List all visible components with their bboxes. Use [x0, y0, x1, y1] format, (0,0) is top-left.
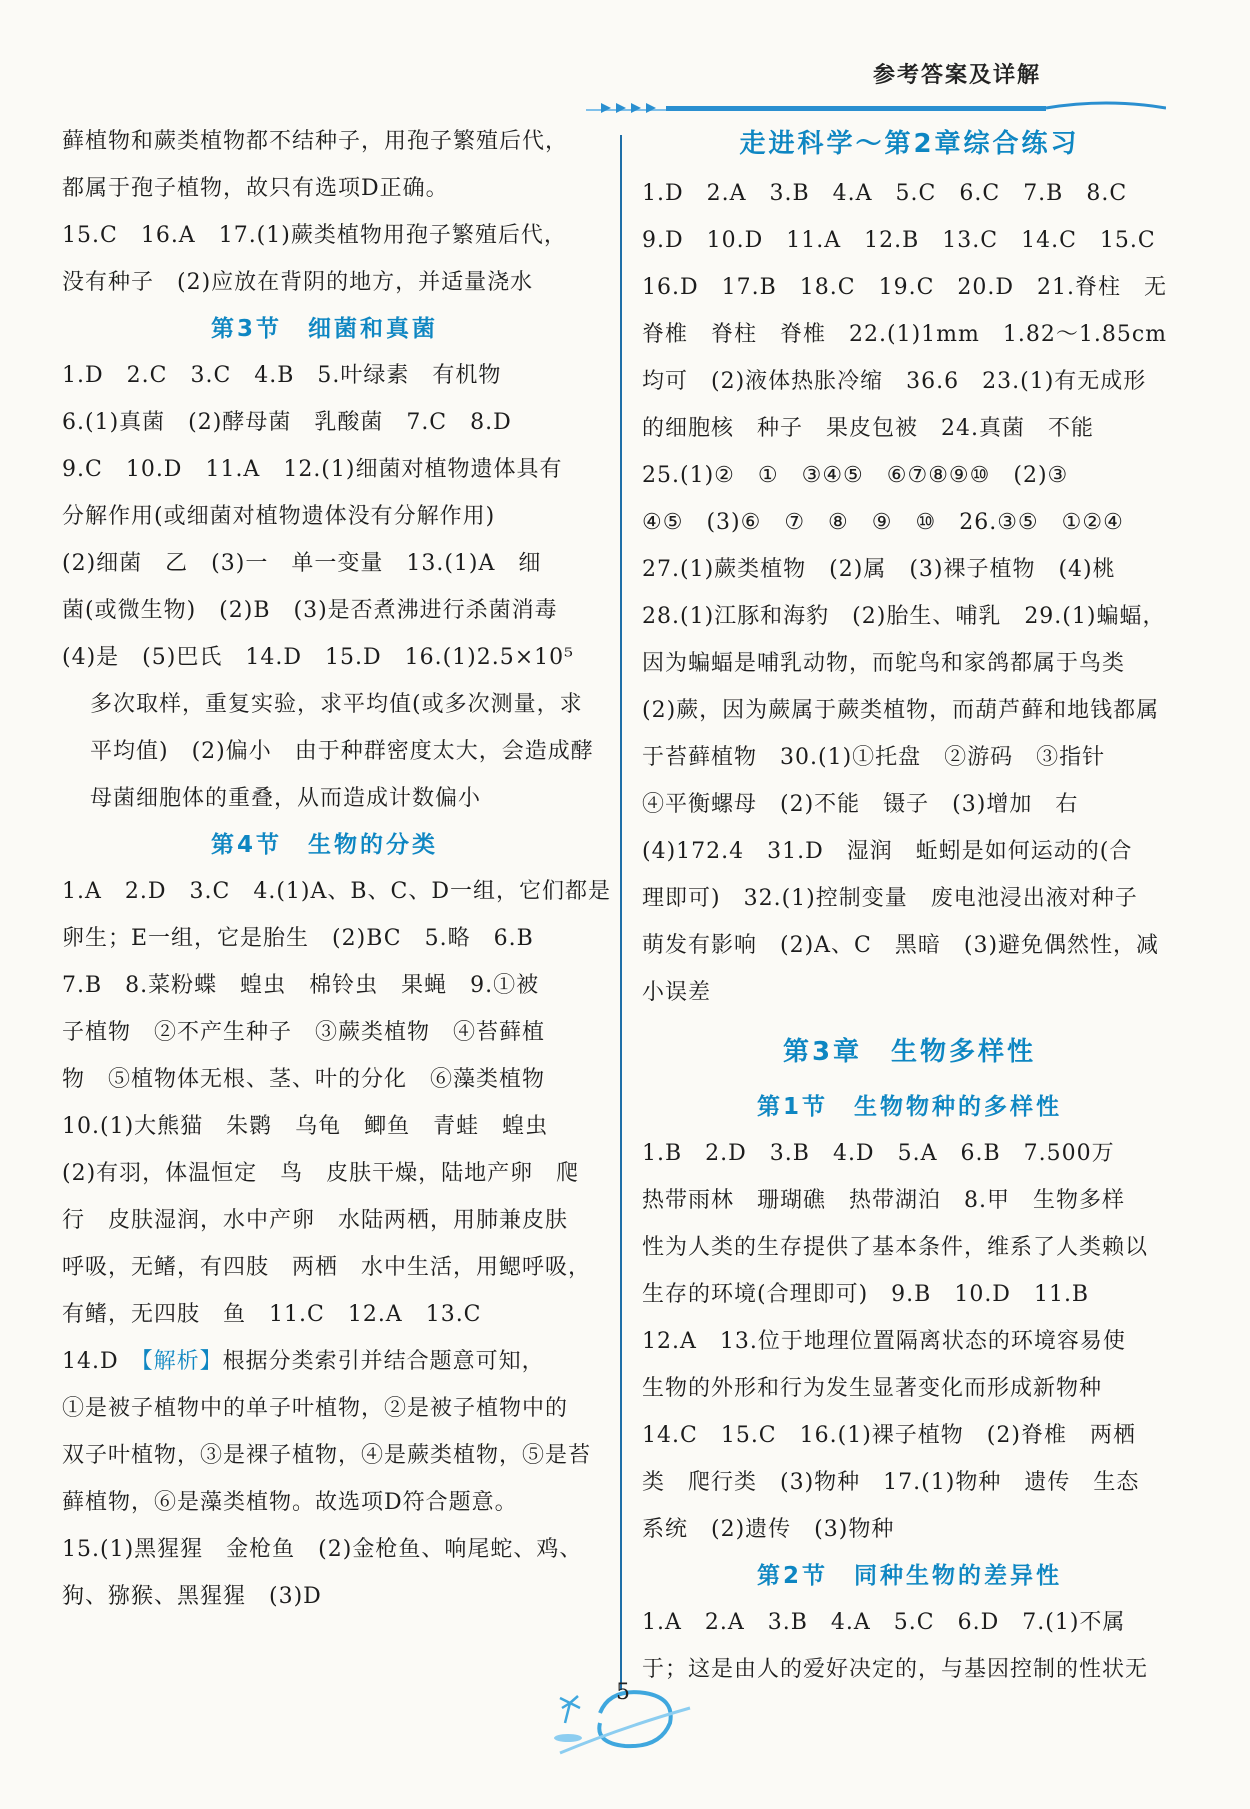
answer-line: 14.C 15.C 16.(1)裸子植物 (2)脊椎 两栖: [642, 1423, 1136, 1448]
answer-line: 25.(1)② ① ③④⑤ ⑥⑦⑧⑨⑩ (2)③: [642, 463, 1069, 488]
answer-line: 分解作用(或细菌对植物遗体没有分解作用): [62, 504, 496, 529]
answer-line: 1.A 2.D 3.C 4.(1)A、B、C、D一组，它们都是: [62, 879, 612, 904]
answer-line: (4)是 (5)巴氏 14.D 15.D 16.(1)2.5×10⁵: [62, 645, 574, 670]
section-heading-intraspecies-variation: 第2节 同种生物的差异性: [756, 1563, 1062, 1589]
right-column: [642, 118, 1177, 1693]
answer-line: 1.A 2.A 3.B 4.A 5.C 6.D 7.(1)不属: [642, 1610, 1126, 1635]
answer-line: (4)172.4 31.D 湿润 蚯蚓是如何运动的(合: [642, 839, 1133, 864]
answer-line: 7.B 8.菜粉蝶 蝗虫 棉铃虫 果蝇 9.①被: [62, 973, 540, 998]
answer-line: 脊椎 脊柱 脊椎 22.(1)1mm 1.82～1.85cm: [642, 322, 1168, 347]
answer-line: 性为人类的生存提供了基本条件，维系了人类赖以: [642, 1235, 1149, 1260]
analysis-tag: 【解析】: [141, 1349, 223, 1374]
column-divider: [620, 135, 622, 1690]
answer-line: 生存的环境(合理即可) 9.B 10.D 11.B: [642, 1282, 1090, 1307]
answer-line: 双子叶植物，③是裸子植物，④是蕨类植物，⑤是苔: [62, 1443, 592, 1468]
answer-line: 有鳍，无四肢 鱼 11.C 12.A 13.C: [62, 1302, 482, 1327]
answer-line: 菌(或微生物) (2)B (3)是否煮沸进行杀菌消毒: [62, 598, 558, 623]
section-heading-species-diversity: 第1节 生物物种的多样性: [756, 1094, 1062, 1120]
answer-line: 母菌细胞体的重叠，从而造成计数偏小: [90, 786, 482, 811]
answer-line: 热带雨林 珊瑚礁 热带湖泊 8.甲 生物多样: [642, 1188, 1125, 1213]
answer-line: 系统 (2)遗传 (3)物种: [642, 1517, 895, 1542]
section-heading-classification: 第4节 生物的分类: [210, 832, 438, 858]
answer-line: 1.D 2.A 3.B 4.A 5.C 6.C 7.B 8.C: [642, 181, 1128, 206]
answer-line: 呼吸，无鳍，有四肢 两栖 水中生活，用鳃呼吸，: [62, 1255, 592, 1280]
answer-line: 生物的外形和行为发生显著变化而形成新物种: [642, 1376, 1103, 1401]
answer-text: 14.D: [62, 1349, 142, 1374]
answer-line: 15.C 16.A 17.(1)蕨类植物用孢子繁殖后代，: [62, 223, 567, 248]
answer-line: 多次取样，重复实验，求平均值(或多次测量，求: [90, 692, 583, 717]
answer-line: 萌发有影响 (2)A、C 黑暗 (3)避免偶然性，减: [642, 933, 1160, 958]
answer-line: ④⑤ (3)⑥ ⑦ ⑧ ⑨ ⑩ 26.③⑤ ①②④: [642, 510, 1124, 535]
answer-line: 10.(1)大熊猫 朱鹮 乌龟 鲫鱼 青蛙 蝗虫: [62, 1114, 549, 1139]
answer-line: 物 ⑤植物体无根、茎、叶的分化 ⑥藻类植物: [62, 1067, 546, 1092]
answer-line: 9.C 10.D 11.A 12.(1)细菌对植物遗体具有: [62, 457, 563, 482]
answer-line: (2)蕨，因为蕨属于蕨类植物，而葫芦藓和地钱都属: [642, 698, 1160, 723]
answer-line: 卵生；E一组，它是胎生 (2)BC 5.略 6.B: [62, 926, 534, 951]
answer-line: 平均值) (2)偏小 由于种群密度太大，会造成酵: [90, 739, 594, 764]
page-header-title: 参考答案及详解: [873, 63, 1042, 88]
answer-line: 均可 (2)液体热胀冷缩 36.6 23.(1)有无成形: [642, 369, 1147, 394]
chapter-heading-biodiversity: 第3章 生物多样性: [782, 1037, 1037, 1067]
page-number: 5: [616, 1680, 630, 1705]
answer-line: 9.D 10.D 11.A 12.B 13.C 14.C 15.C: [642, 228, 1156, 253]
answer-line: 的细胞核 种子 果皮包被 24.真菌 不能: [642, 416, 1094, 441]
answer-line: ④平衡螺母 (2)不能 镊子 (3)增加 右: [642, 792, 1079, 817]
answer-line: 没有种子 (2)应放在背阴的地方，并适量浇水: [62, 270, 534, 295]
answer-line: 12.A 13.位于地理位置隔离状态的环境容易使: [642, 1329, 1126, 1354]
answer-line: 于苔藓植物 30.(1)①托盘 ②游码 ③指针: [642, 745, 1106, 770]
answer-line: [62, 1338, 587, 1385]
answer-line: 小误差: [642, 980, 712, 1005]
answer-line: 藓植物，⑥是藻类植物。故选项D符合题意。: [62, 1490, 518, 1515]
answer-line: 28.(1)江豚和海豹 (2)胎生、哺乳 29.(1)蝙蝠，: [642, 604, 1166, 629]
answer-line: 行 皮肤湿润，水中产卵 水陆两栖，用肺兼皮肤: [62, 1208, 569, 1233]
answer-line: ①是被子植物中的单子叶植物，②是被子植物中的: [62, 1396, 569, 1421]
answer-line: (2)有羽，体温恒定 鸟 皮肤干燥，陆地产卵 爬: [62, 1161, 580, 1186]
answer-line: 都属于孢子植物，故只有选项D正确。: [62, 176, 449, 201]
answer-line: 狗、猕猴、黑猩猩 (3)D: [62, 1584, 322, 1609]
answer-line: 6.(1)真菌 (2)酵母菌 乳酸菌 7.C 8.D: [62, 410, 512, 435]
answer-text: 根据分类索引并结合题意可知，: [222, 1349, 545, 1374]
answer-line: (2)细菌 乙 (3)一 单一变量 13.(1)A 细: [62, 551, 542, 576]
answer-line: 因为蝙蝠是哺乳动物，而鸵鸟和家鸽都属于鸟类: [642, 651, 1126, 676]
answer-line: 15.(1)黑猩猩 金枪鱼 (2)金枪鱼、响尾蛇、鸡、: [62, 1537, 583, 1562]
answer-line: 27.(1)蕨类植物 (2)属 (3)裸子植物 (4)桃: [642, 557, 1116, 582]
header-decorative-bar: [66, 100, 1166, 116]
section-heading-review: 走进科学～第2章综合练习: [739, 129, 1080, 159]
answer-line: 16.D 17.B 18.C 19.C 20.D 21.脊柱 无: [642, 275, 1168, 300]
section-heading-bacteria-fungi: 第3节 细菌和真菌: [210, 316, 438, 342]
answer-line: 1.D 2.C 3.C 4.B 5.叶绿素 有机物: [62, 363, 502, 388]
answer-line: 理即可) 32.(1)控制变量 废电池浸出液对种子: [642, 886, 1138, 911]
left-column: [62, 118, 612, 1620]
answer-line: 类 爬行类 (3)物种 17.(1)物种 遗传 生态: [642, 1470, 1140, 1495]
answer-line: 于；这是由人的爱好决定的，与基因控制的性状无: [642, 1657, 1149, 1682]
answer-line: 1.B 2.D 3.B 4.D 5.A 6.B 7.500万: [642, 1141, 1115, 1166]
answer-line: 子植物 ②不产生种子 ③蕨类植物 ④苔藓植: [62, 1020, 546, 1045]
answer-line: 藓植物和蕨类植物都不结种子，用孢子繁殖后代，: [62, 129, 569, 154]
